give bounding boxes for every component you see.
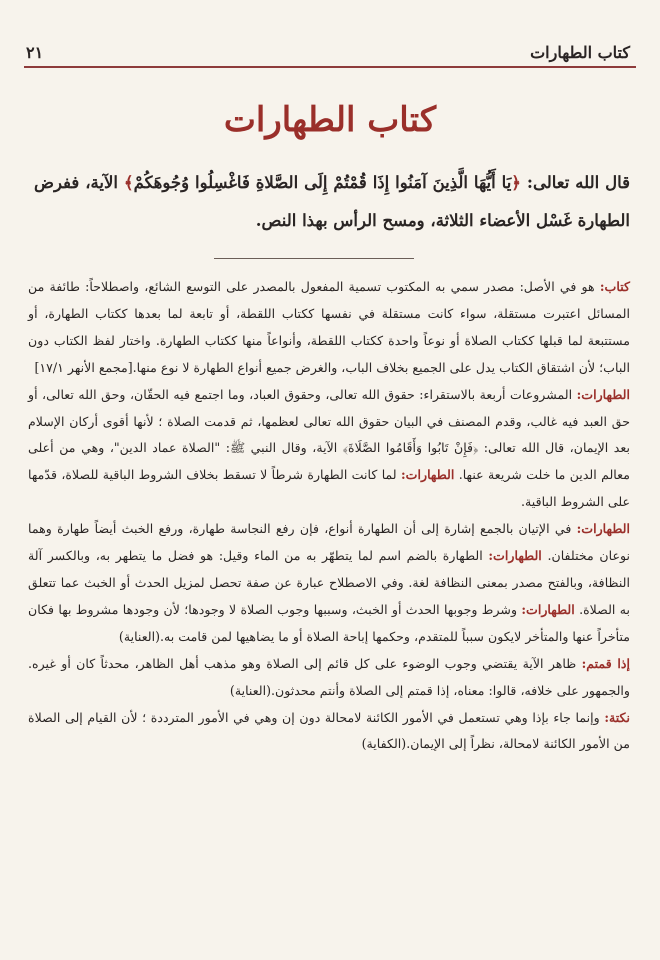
lemma: نكتة: bbox=[604, 709, 630, 725]
quran-quote: ﴿فَإِنْ تَابُوا وَأَقَامُوا الصَّلَاةَ﴾ bbox=[342, 440, 479, 456]
book-name: كتاب الطهارات bbox=[530, 43, 630, 62]
commentary-paragraph bbox=[28, 651, 630, 705]
commentary-text: ظاهر الآية يقتضي وجوب الوضوء على كل قائم إلى الصلاة وهو مذهب أهل الظاهر، محدثاً كان أو غيره. والجمهور على خلافه، قالوا: معناه، إذا قمتم إلى الصلاة وأنتم محدثون. bbox=[28, 655, 630, 698]
commentary-text: المشروعات أربعة بالاستقراء: حقوق الله تعالى، وحقوق العباد، وما اجتمع فيه الحقّان، وحق الله تعالى، أو حق العبد فيه غالب، وقدم المصنف في البيان حقوق الله تعالى لعظمها، ثم قدمت الصلاة ؛ لأنها أقوى أركان الإسلام بعد الإيمان، قال الله تعالى: bbox=[28, 386, 630, 456]
lemma: الطهارات: bbox=[488, 548, 542, 564]
commentary-paragraph bbox=[28, 516, 630, 651]
chapter-title: كتاب الطهارات bbox=[223, 100, 437, 140]
intro-lead: قال الله تعالى: bbox=[526, 173, 631, 192]
commentary-text: الطهارة بالضم اسم لما يتطهّر به من الماء وقيل: هو فضل ما يتطهر به، وبالكسر آلة النظافة، وبالفتح مصدر بمعنى النظافة لغة. وفي الاصطلاح عبارة عن صفة تحصل لمزيل الحدث أو الخبث عما تتعلق به الصلاة. bbox=[28, 548, 630, 617]
commentary-paragraph bbox=[28, 705, 630, 759]
lemma: إذا قمتم: bbox=[581, 655, 630, 671]
main-text bbox=[34, 164, 630, 240]
intro-tail: الآية، ففرض الطهارة غَسْل الأعضاء الثلاثة، ومسح الرأس بهذا النص. bbox=[34, 173, 630, 230]
commentary-text: في الإتيان بالجمع إشارة إلى أن الطهارة أنواع، فإن رفع النجاسة طهارة، ورفع الخبث أيضاً طهارة وهما نوعان مختلفان. bbox=[28, 521, 630, 564]
commentary-paragraph bbox=[28, 274, 630, 382]
commentary-text: الآية، وقال النبي ﷺ: "الصلاة عماد الدين"، وهي من أعلى معالم الدين ما خلت شريعة عنها. bbox=[28, 440, 630, 483]
commentary-text: وإنما جاء بإذا وهي تستعمل في الأمور الكائنة لامحالة دون إن وهي في الأمور المترددة ؛ لأن القيام إلى الصلاة من الأمور الكائنة لامحالة، نظراً إلى الإيمان. bbox=[28, 709, 630, 752]
commentary-paragraph bbox=[28, 382, 630, 517]
commentary-text: وشرط وجوبها الحدث أو الخبث، وسببها وجوب الصلاة لا وجودها؛ لأن وجودها مشروط بها فكان متأخراً عنها والمتأخر لايكون سبباً للمتقدم، وحكمها إباحة الصلاة أو ما يضاهيها لمن قامت به. bbox=[28, 601, 630, 644]
lemma: الطهارات: bbox=[576, 521, 630, 537]
reference: (الكفاية) bbox=[361, 736, 407, 752]
lemma: الطهارات: bbox=[400, 467, 455, 483]
page-number: ٢١ bbox=[26, 43, 44, 62]
reference: [مجمع الأنهر ١٧/١] bbox=[34, 359, 133, 375]
verse-close-bracket: ﴾ bbox=[123, 173, 134, 192]
lemma: الطهارات: bbox=[576, 386, 630, 402]
reference: (العناية) bbox=[118, 628, 161, 644]
commentary-text: هو في الأصل: مصدر سمي به المكتوب تسمية المفعول بالمصدر على التوسع الشائع، واصطلاحاً: طائفة من المسائل اعتبرت مستقلة، سواء كانت مستقلة في نفسها ككتاب اللقطة، أو تابعة لما بعدها ككتاب الطهارة، أو مستتبعة لما قبلها ككتاب الصلاة أو نوعاً واحدة ككتاب اللقطة، وأنواعاً منها ككتاب الطهارة. واختار لفظ الكتاب دون الباب؛ لأن اشتقاق الكتاب يدل على الجميع بخلاف الباب، والغرض جميع أنواع الطهارة لا نوع منها. bbox=[28, 279, 630, 375]
quran-verse: يَا أَيُّهَا الَّذِينَ آمَنُوا إِذَا قُمْتُمْ إِلَى الصَّلاةِ فَاغْسِلُوا وُجُوهَكُمْ bbox=[133, 173, 512, 192]
reference: (العناية) bbox=[229, 682, 272, 698]
commentary bbox=[28, 274, 630, 758]
footnote-separator bbox=[214, 258, 414, 259]
lemma: كتاب: bbox=[599, 279, 630, 294]
verse-open-bracket: ﴿ bbox=[511, 173, 521, 192]
lemma: الطهارات: bbox=[521, 601, 575, 617]
commentary-text: لما كانت الطهارة شرطاً لا تسقط بخلاف الشروط الباقية للصلاة، قدّمها على الشروط الباقية. bbox=[28, 467, 630, 510]
header-rule bbox=[24, 66, 636, 68]
running-header bbox=[26, 34, 630, 62]
